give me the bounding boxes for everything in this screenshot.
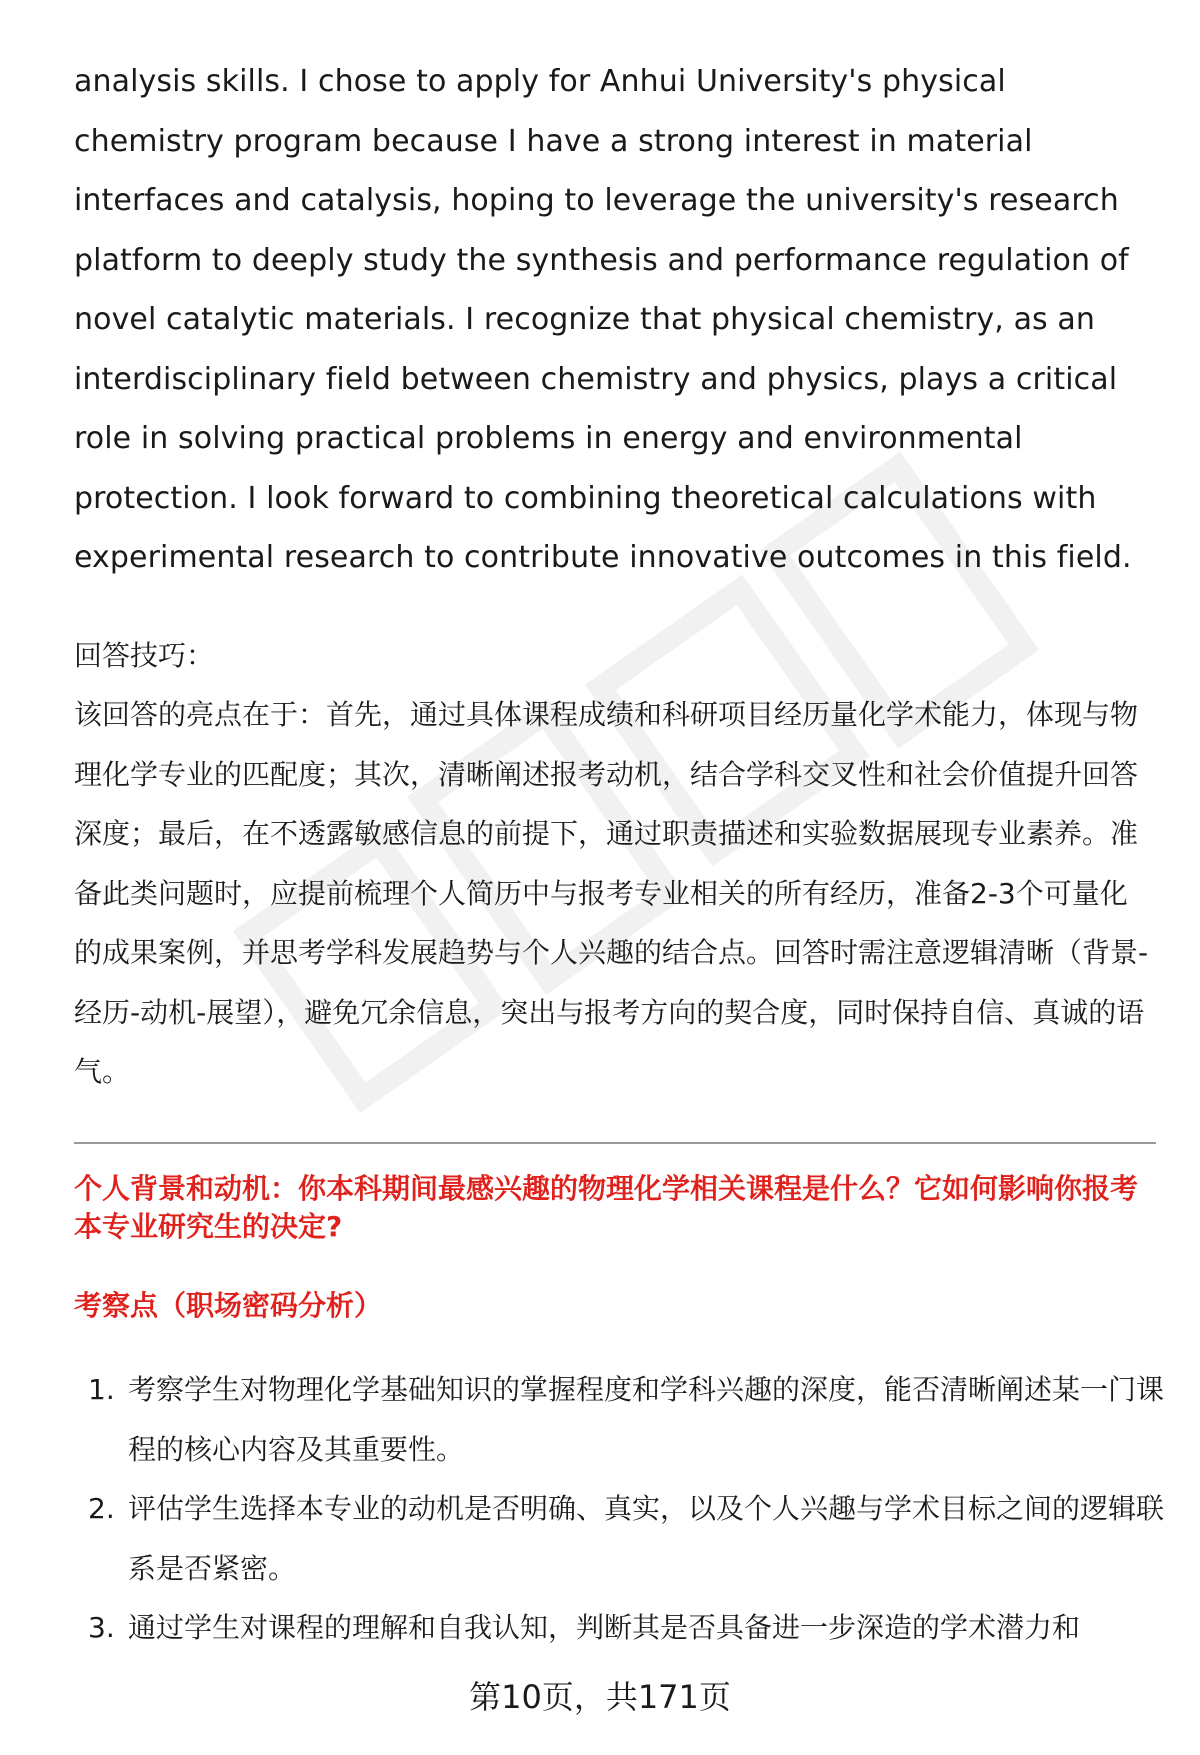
tips-heading: 回答技巧：	[74, 638, 215, 672]
list-item-text: 考察学生对物理化学基础知识的掌握程度和学科兴趣的深度，能否清晰阐述某一门课程的核心内容及其重要性。	[128, 1373, 1165, 1466]
list-item-number: 1.	[88, 1373, 115, 1406]
main-content	[74, 52, 1154, 1102]
evaluation-points-list	[74, 1360, 1164, 1658]
list-item-number: 3.	[88, 1611, 115, 1644]
list-item	[74, 1598, 1164, 1658]
list-item-number: 2.	[88, 1492, 115, 1525]
list-item-text: 评估学生选择本专业的动机是否明确、真实，以及个人兴趣与学术目标之间的逻辑联系是否紧密。	[128, 1492, 1165, 1585]
list-item	[74, 1479, 1164, 1598]
question-heading: 个人背景和动机：你本科期间最感兴趣的物理化学相关课程是什么？它如何影响你报考本专业研究生的决定?	[74, 1172, 1139, 1243]
tips-body: 该回答的亮点在于：首先，通过具体课程成绩和科研项目经历量化学术能力，体现与物理化学专业的匹配度；其次，清晰阐述报考动机，结合学科交叉性和社会价值提升回答深度；最后，在不透露敏感信息的前提下，通过职责描述和实验数据展现专业素养。准备此类问题时，应提前梳理个人简历中与报考专业相关的所有经历，准备2-3个可量化的成果案例，并思考学科发展趋势与个人兴趣的结合点。回答时需注意逻辑清晰（背景-经历-动机-展望），避免冗余信息，突出与报考方向的契合度，同时保持自信、真诚的语气。	[74, 698, 1149, 1088]
answer-paragraph: analysis skills. I chose to apply for Anhui University's physical chemistry program because I have a strong interest in material interfaces and catalysis, hoping to leverage the university's research platform to deeply study the synthesis and performance regulation of novel catalytic materials. I recognize that physical chemistry, as an interdisciplinary field between chemistry and physics, plays a critical role in solving practical problems in energy and environmental protection. I look forward to combining theoretical calculations with experimental research to contribute innovative outcomes in this field.	[74, 64, 1132, 575]
divider	[74, 1142, 1156, 1144]
list-item-text: 通过学生对课程的理解和自我认知，判断其是否具备进一步深造的学术潜力和	[128, 1611, 1081, 1644]
section-heading: 考察点（职场密码分析）	[74, 1289, 383, 1322]
list-item	[74, 1360, 1164, 1479]
page-footer: 第10页，共171页	[469, 1678, 731, 1716]
